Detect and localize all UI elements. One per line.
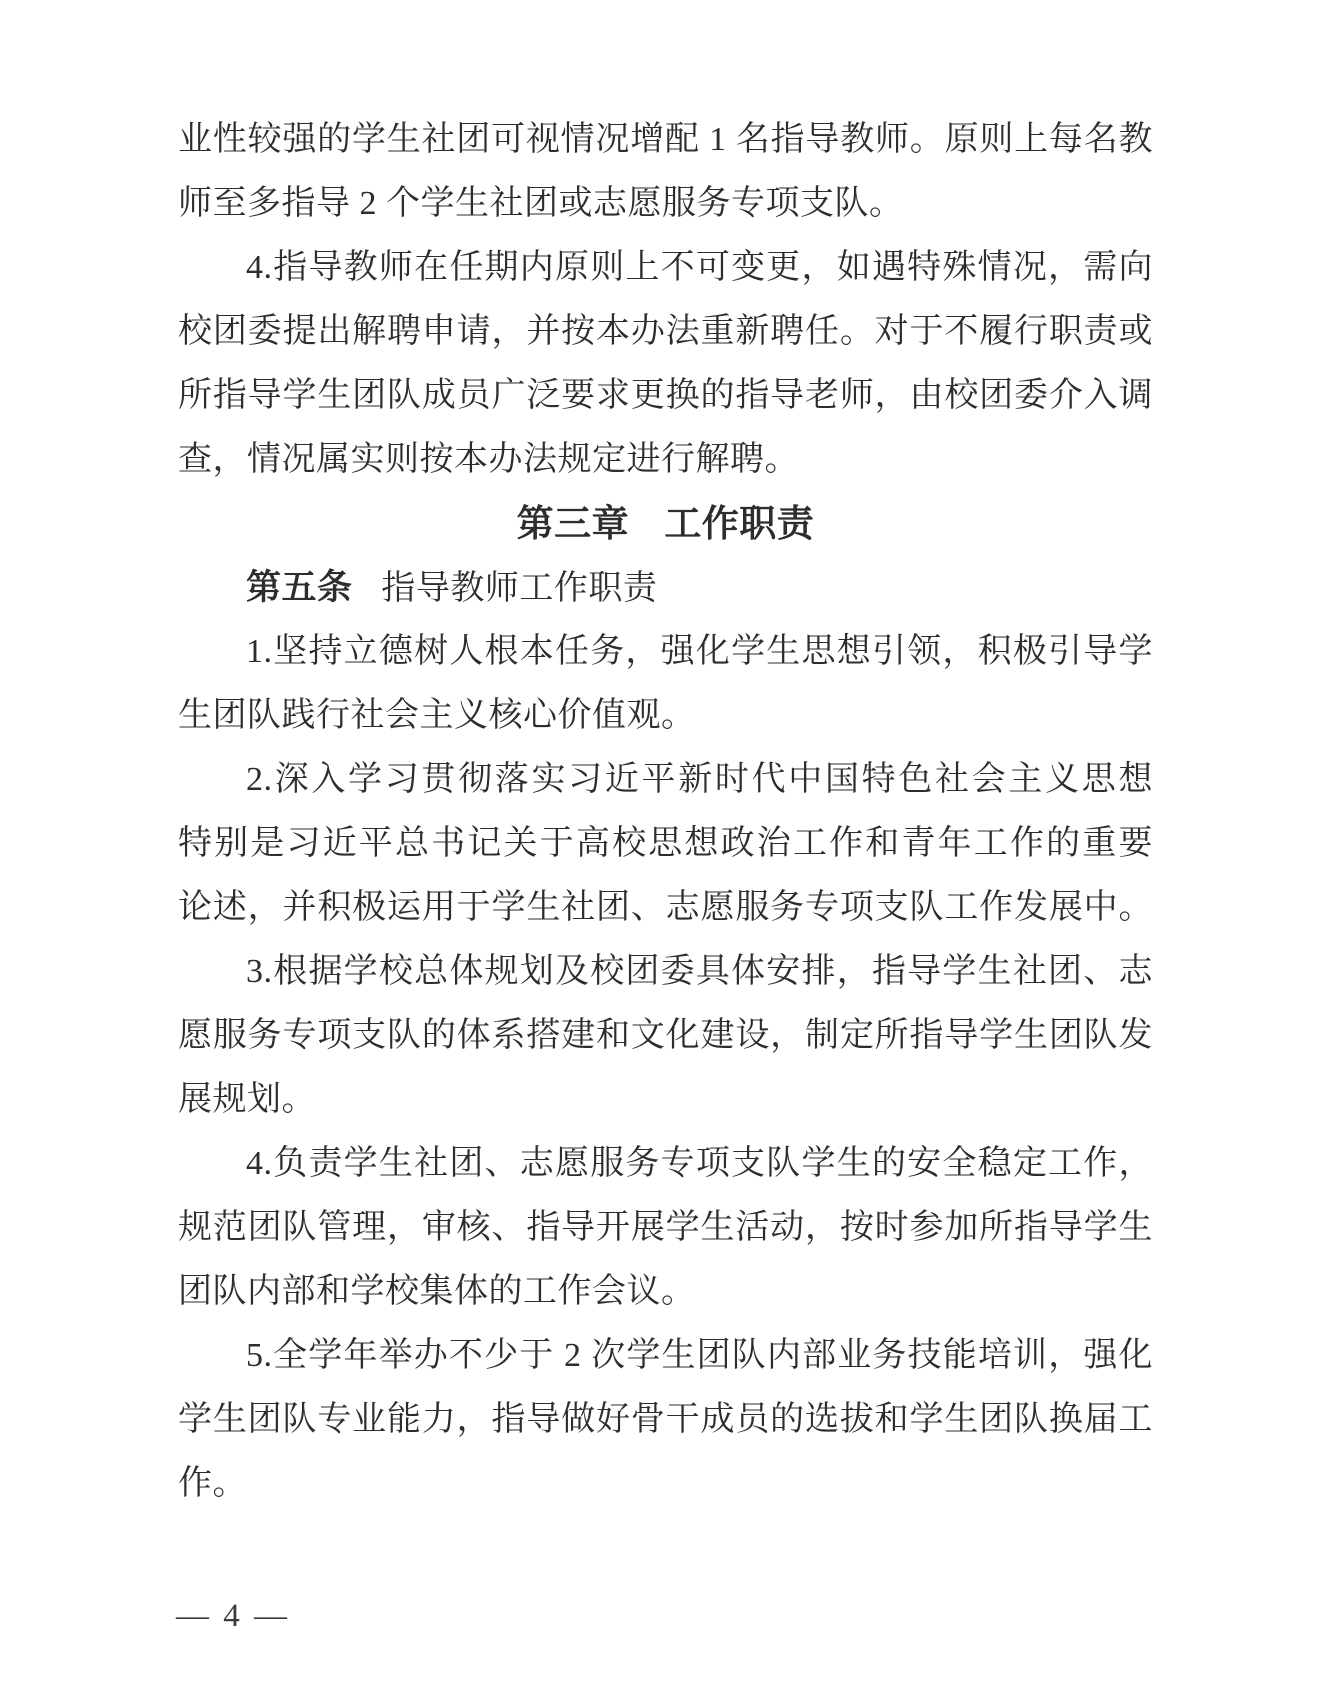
- document-body: [178, 108, 1153, 1516]
- text-line: 5.全学年举办不少于 2 次学生团队内部业务技能培训，强化: [246, 1337, 1153, 1374]
- text-line: 愿服务专项支队的体系搭建和文化建设，制定所指导学生团队发: [178, 1017, 1153, 1054]
- article-label: 第五条: [246, 568, 353, 607]
- text-line: 1.坚持立德树人根本任务，强化学生思想引领，积极引导学: [246, 633, 1153, 670]
- chapter-label: 第三章: [516, 503, 630, 544]
- text-line: 学生团队专业能力，指导做好骨干成员的选拔和学生团队换届工: [178, 1401, 1153, 1438]
- text-line: 展规划。: [178, 1081, 316, 1118]
- article-title: 指导教师工作职责: [381, 570, 658, 607]
- text-line: 论述，并积极运用于学生社团、志愿服务专项支队工作发展中。: [178, 889, 1153, 926]
- page-number: — 4 —: [176, 1598, 290, 1634]
- text-line: 4.指导教师在任期内原则上不可变更，如遇特殊情况，需向: [246, 249, 1153, 286]
- text-line: 生团队践行社会主义核心价值观。: [178, 697, 696, 734]
- text-line: 业性较强的学生社团可视情况增配 1 名指导教师。原则上每名教: [178, 121, 1153, 158]
- text-line: 查，情况属实则按本办法规定进行解聘。: [178, 441, 799, 478]
- text-line: 特别是习近平总书记关于高校思想政治工作和青年工作的重要: [178, 825, 1153, 862]
- text-line: 规范团队管理，审核、指导开展学生活动，按时参加所指导学生: [178, 1209, 1153, 1246]
- text-line: 3.根据学校总体规划及校团委具体安排，指导学生社团、志: [246, 953, 1153, 990]
- text-line: 所指导学生团队成员广泛要求更换的指导老师，由校团委介入调: [178, 377, 1153, 414]
- article-heading: [178, 556, 1153, 620]
- text-line: 4.负责学生社团、志愿服务专项支队学生的安全稳定工作，: [246, 1145, 1153, 1182]
- chapter-title: 工作职责: [664, 503, 815, 544]
- text-line: 2.深入学习贯彻落实习近平新时代中国特色社会主义思想: [246, 761, 1153, 798]
- text-line: 作。: [178, 1465, 247, 1502]
- text-line: 团队内部和学校集体的工作会议。: [178, 1273, 696, 1310]
- text-line: 校团委提出解聘申请，并按本办法重新聘任。对于不履行职责或: [178, 313, 1153, 350]
- chapter-heading: [178, 492, 1153, 556]
- text-line: 师至多指导 2 个学生社团或志愿服务专项支队。: [178, 185, 904, 222]
